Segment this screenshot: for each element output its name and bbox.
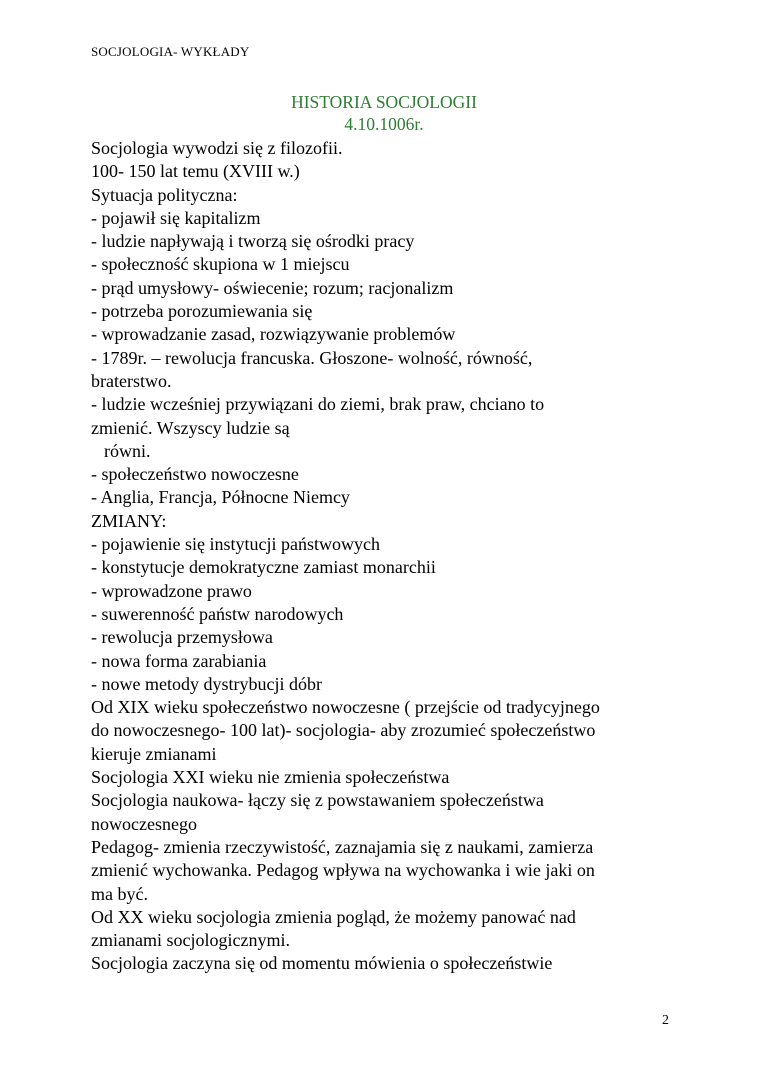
title-block xyxy=(91,91,677,135)
text-line: - ludzie napływają i tworzą się ośrodki pracy xyxy=(91,231,415,252)
text-line: - ludzie wcześniej przywiązani do ziemi, brak praw, chciano to xyxy=(91,394,545,415)
page-number: 2 xyxy=(662,1013,669,1028)
document-date: 4.10.1006r. xyxy=(344,114,424,134)
text-line: - nowa forma zarabiania xyxy=(91,650,267,671)
text-line: - 1789r. – rewolucja francuska. Głoszone- wolność, równość, xyxy=(91,347,533,368)
text-line: Sytuacja polityczna: xyxy=(91,184,238,205)
text-line: zmienić. Wszyscy ludzie są xyxy=(91,417,290,438)
text-line: - potrzeba porozumiewania się xyxy=(91,301,313,322)
text-line: - pojawił się kapitalizm xyxy=(91,207,261,228)
body-text xyxy=(91,137,686,976)
text-line: kieruje zmianami xyxy=(91,743,217,764)
text-line: 100- 150 lat temu (XVIII w.) xyxy=(91,161,300,182)
text-line: Od XIX wieku społeczeństwo nowoczesne ( przejście od tradycyjnego xyxy=(91,697,600,718)
text-line: nowoczesnego xyxy=(91,813,197,834)
text-line: - suwerenność państw narodowych xyxy=(91,603,344,624)
text-line: Od XX wieku socjologia zmienia pogląd, że możemy panować nad xyxy=(91,906,576,927)
text-line: - pojawienie się instytucji państwowych xyxy=(91,534,380,555)
text-line: Socjologia naukowa- łączy się z powstawaniem społeczeństwa xyxy=(91,790,544,811)
text-line: Socjologia zaczyna się od momentu mówienia o społeczeństwie xyxy=(91,953,553,974)
text-line: Socjologia XXI wieku nie zmienia społeczeństwa xyxy=(91,767,450,788)
text-line: - rewolucja przemysłowa xyxy=(91,627,273,648)
text-line: - wprowadzone prawo xyxy=(91,580,252,601)
text-line: - prąd umysłowy- oświecenie; rozum; racjonalizm xyxy=(91,277,454,298)
text-line: - konstytucje demokratyczne zamiast monarchii xyxy=(91,557,436,578)
text-line: braterstwo. xyxy=(91,370,172,391)
text-line: - społeczeństwo nowoczesne xyxy=(91,464,299,485)
text-line: zmianami socjologicznymi. xyxy=(91,930,290,951)
text-line: - wprowadzanie zasad, rozwiązywanie problemów xyxy=(91,324,456,345)
text-line: Socjologia wywodzi się z filozofii. xyxy=(91,138,343,158)
text-line: - społeczność skupiona w 1 miejscu xyxy=(91,254,350,275)
document-title: HISTORIA SOCJOLOGII xyxy=(291,92,477,112)
text-line: równi. xyxy=(104,440,151,461)
text-line: - nowe metody dystrybucji dóbr xyxy=(91,673,322,694)
text-line: ma być. xyxy=(91,883,148,904)
text-line: do nowoczesnego- 100 lat)- socjologia- aby zrozumieć społeczeństwo xyxy=(91,720,596,741)
text-line: zmienić wychowanka. Pedagog wpływa na wychowanka i wie jaki on xyxy=(91,860,595,881)
page-header: SOCJOLOGIA- WYKŁADY xyxy=(91,44,250,59)
text-line: Pedagog- zmienia rzeczywistość, zaznajamia się z naukami, zamierza xyxy=(91,836,594,857)
text-line: ZMIANY: xyxy=(91,510,167,531)
text-line: - Anglia, Francja, Północne Niemcy xyxy=(91,487,350,508)
